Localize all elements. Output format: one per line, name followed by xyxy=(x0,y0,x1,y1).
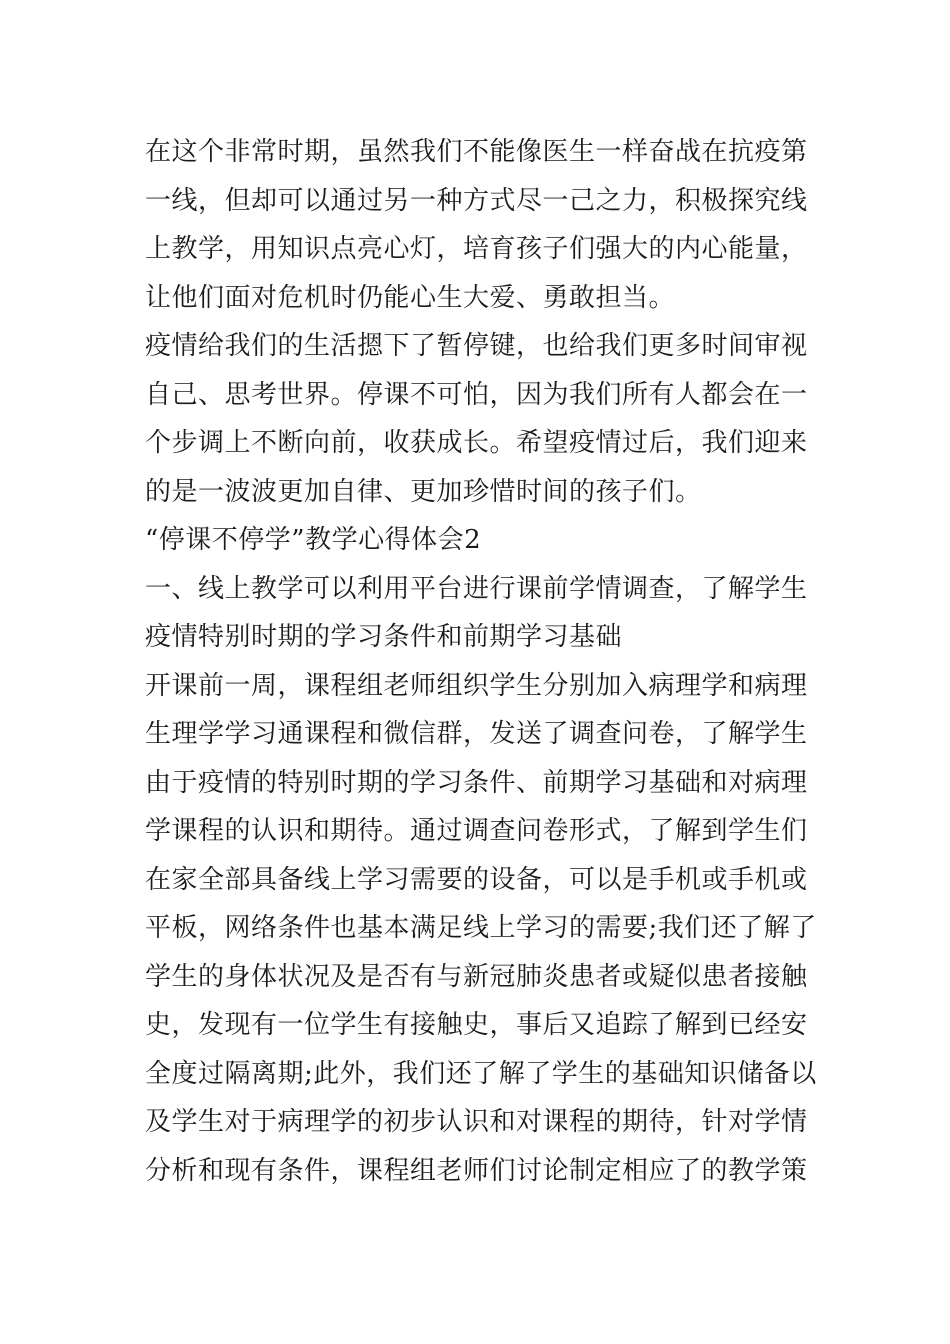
text-line: 个步调上不断向前，收获成长。希望疫情过后，我们迎来 xyxy=(145,428,808,458)
text-line: 疫情给我们的生活摁下了暂停键，也给我们更多时间审视 xyxy=(145,331,808,361)
text-line: 学生的身体状况及是否有与新冠肺炎患者或疑似患者接触 xyxy=(145,961,808,992)
text-line: 学课程的认识和期待。通过调查问卷形式，了解到学生们 xyxy=(145,816,808,846)
section-title: “停课不停学”教学心得体会2 xyxy=(145,525,482,555)
text-line: 平板，网络条件也基本满足线上学习的需要;我们还了解了 xyxy=(145,913,817,943)
text-line: 全度过隔离期;此外，我们还了解了学生的基础知识储备以 xyxy=(145,1058,817,1089)
heading-line: 疫情特别时期的学习条件和前期学习基础 xyxy=(145,622,623,652)
text-line: 由于疫情的特别时期的学习条件、前期学习基础和对病理 xyxy=(145,767,808,798)
heading-line: 一、线上教学可以利用平台进行课前学情调查，了解学生 xyxy=(145,573,808,604)
text-line: 及学生对于病理学的初步认识和对课程的期待，针对学情 xyxy=(145,1107,808,1137)
text-line: 上教学，用知识点亮心灯，培育孩子们强大的内心能量， xyxy=(145,234,808,264)
text-line: 一线，但却可以通过另一种方式尽一己之力，积极探究线 xyxy=(145,185,808,216)
text-line: 的是一波波更加自律、更加珍惜时间的孩子们。 xyxy=(145,476,702,507)
text-line: 分析和现有条件，课程组老师们讨论制定相应了的教学策 xyxy=(145,1155,808,1186)
text-line: 让他们面对危机时仍能心生大爱、勇敢担当。 xyxy=(145,282,676,313)
text-line: 自己、思考世界。停课不可怕，因为我们所有人都会在一 xyxy=(145,379,808,410)
text-line: 生理学学习通课程和微信群，发送了调查问卷，了解学生 xyxy=(145,719,808,749)
document-body xyxy=(145,128,817,1195)
text-line: 开课前一周，课程组老师组织学生分别加入病理学和病理 xyxy=(145,670,808,701)
text-line: 史，发现有一位学生有接触史，事后又追踪了解到已经安 xyxy=(145,1010,808,1040)
text-line: 在这个非常时期，虽然我们不能像医生一样奋战在抗疫第 xyxy=(145,137,808,167)
text-line: 在家全部具备线上学习需要的设备，可以是手机或手机或 xyxy=(145,864,808,895)
